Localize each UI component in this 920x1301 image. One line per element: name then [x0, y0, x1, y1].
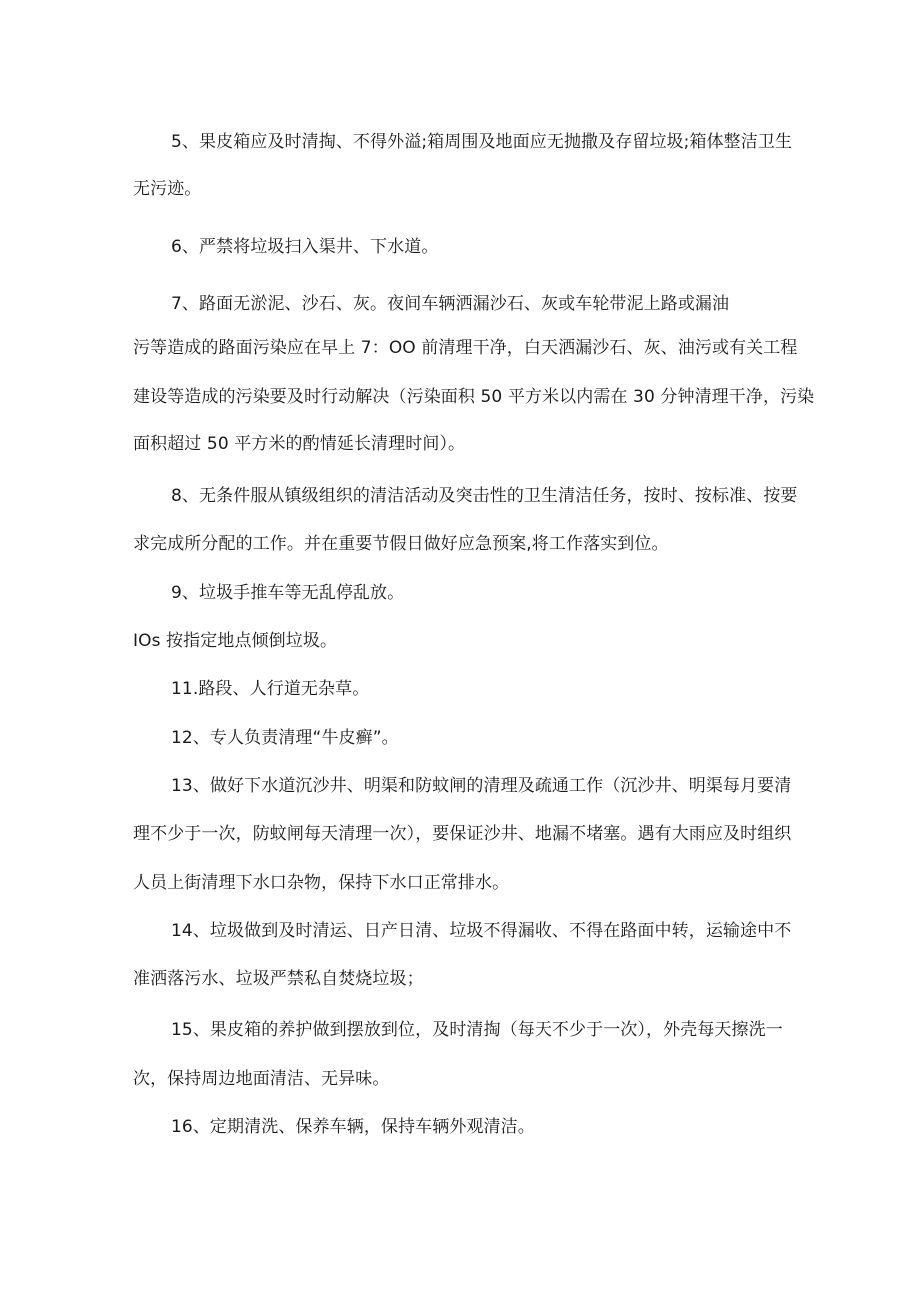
item-5-line-2: 无污迹。 — [133, 179, 202, 199]
item-7-line-1: 7、路面无淤泥、沙石、灰。夜间车辆洒漏沙石、灰或车轮带泥上路或漏油 — [171, 294, 730, 314]
item-15-line-2: 次，保持周边地面清洁、无异味。 — [133, 1069, 390, 1089]
item-11: 11.路段、人行道无杂草。 — [171, 679, 370, 699]
item-8-line-2: 求完成所分配的工作。并在重要节假日做好应急预案,将工作落实到位。 — [133, 534, 669, 554]
item-15-line-1: 15、果皮箱的养护做到摆放到位，及时清掏（每天不少于一次），外壳每天擦洗一 — [171, 1020, 783, 1040]
item-7-line-2: 污等造成的路面污染应在早上 7：OO 前清理干净，白天洒漏沙石、灰、油污或有关工程 — [133, 338, 798, 358]
item-10: IOs 按指定地点倾倒垃圾。 — [133, 631, 338, 651]
item-13-line-3: 人员上街清理下水口杂物，保持下水口正常排水。 — [133, 873, 510, 893]
item-16: 16、定期清洗、保养车辆，保持车辆外观清洁。 — [171, 1117, 535, 1137]
item-7-line-3: 建设等造成的污染要及时行动解决（污染面积 50 平方米以内需在 30 分钟清理干净，污染 — [133, 387, 815, 407]
item-13-line-2: 理不少于一次，防蚊闸每天清理一次），要保证沙井、地漏不堵塞。遇有大雨应及时组织 — [133, 824, 792, 844]
item-9: 9、垃圾手推车等无乱停乱放。 — [171, 583, 405, 603]
item-6: 6、严禁将垃圾扫入渠井、下水道。 — [171, 237, 439, 257]
item-12: 12、专人负责清理“牛皮癣”。 — [171, 728, 399, 748]
item-13-line-1: 13、做好下水道沉沙井、明渠和防蚊闸的清理及疏通工作（沉沙井、明渠每月要清 — [171, 776, 792, 796]
item-14-line-1: 14、垃圾做到及时清运、日产日清、垃圾不得漏收、不得在路面中转，运输途中不 — [171, 921, 792, 941]
item-14-line-2: 准洒落污水、垃圾严禁私自焚烧垃圾； — [133, 969, 424, 989]
item-7-line-4: 面积超过 50 平方米的酌情延长清理时间）。 — [133, 434, 466, 454]
item-5-line-1: 5、果皮箱应及时清掏、不得外溢;箱周围及地面应无抛撒及存留垃圾;箱体整洁卫生 — [171, 132, 793, 152]
item-8-line-1: 8、无条件服从镇级组织的清洁活动及突击性的卫生清洁任务，按时、按标准、按要 — [171, 486, 798, 506]
